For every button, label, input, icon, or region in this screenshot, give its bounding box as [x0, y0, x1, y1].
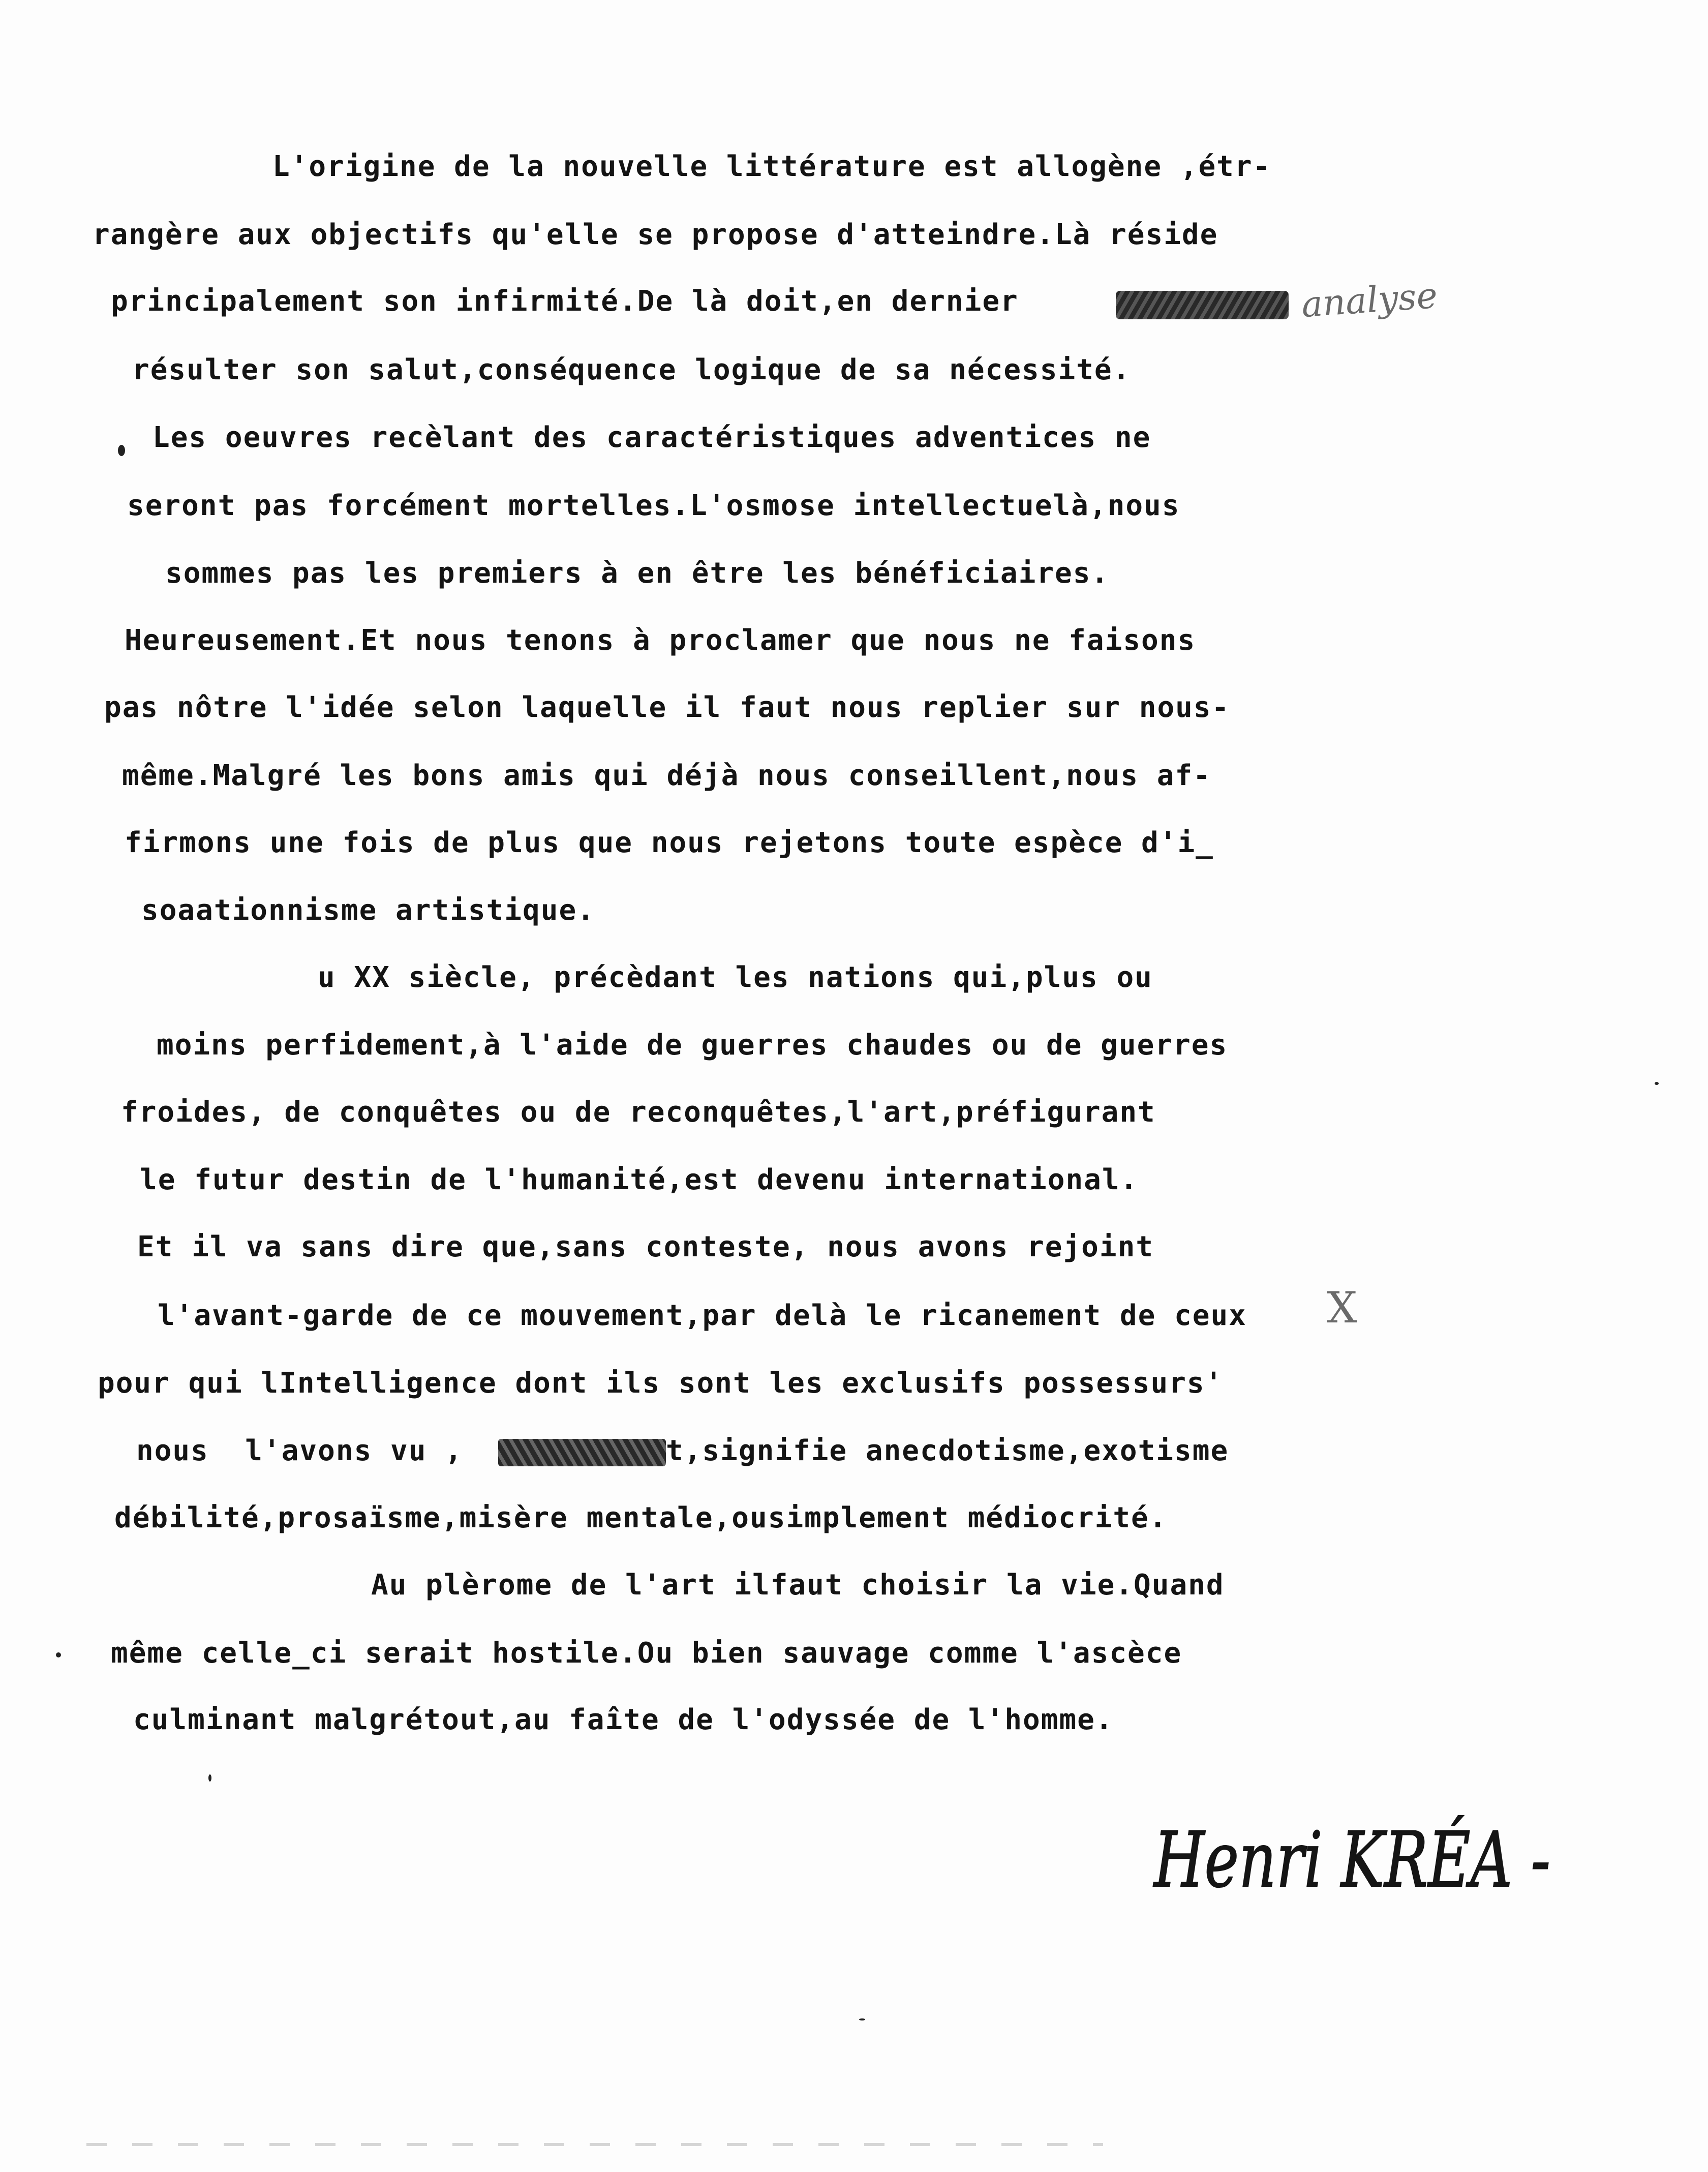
text-line-20b: t,signifie anecdotisme,exotisme: [666, 1434, 1229, 1467]
text-line-1: L'origine de la nouvelle littérature est allogène ,étr-: [272, 150, 1271, 183]
margin-note: analyse: [1300, 274, 1439, 326]
text-line-14: moins perfidement,à l'aide de guerres chaudes ou de guerres: [157, 1029, 1228, 1062]
text-line-13: u XX siècle, précèdant les nations qui,plus ou: [318, 961, 1153, 994]
text-line-2: rangère aux objectifs qu'elle se propose d'atteindre.Là réside: [93, 218, 1218, 251]
text-line-11: firmons une fois de plus que nous rejetons toute espèce d'i_: [125, 826, 1214, 859]
text-line-17: Et il va sans dire que,sans conteste, nous avons rejoint: [137, 1230, 1154, 1263]
margin-mark-x: X: [1327, 1283, 1357, 1333]
svg-text:Henri KRÉA -: Henri KRÉA -: [1154, 1816, 1675, 1905]
speck-2: [56, 1652, 61, 1657]
text-line-23: même celle_ci serait hostile.Ou bien sauvage comme l'ascèce: [111, 1637, 1182, 1670]
text-line-19: pour qui lIntelligence dont ils sont les exclusifs possessurs': [98, 1367, 1224, 1400]
text-line-12: soaationnisme artistique.: [141, 894, 595, 927]
text-line-16: le futur destin de l'humanité,est devenu international.: [140, 1163, 1139, 1196]
speck-3: [1655, 1082, 1659, 1085]
text-line-10: même.Malgré les bons amis qui déjà nous conseillent,nous af-: [122, 759, 1211, 792]
text-line-20a: nous l'avons vu ,: [136, 1434, 463, 1467]
speck-4: [208, 1774, 211, 1782]
text-line-3: principalement son infirmité.De là doit,en dernier: [111, 285, 1019, 318]
struck-out-word: [1116, 291, 1289, 319]
text-line-7: sommes pas les premiers à en être les bénéficiaires.: [165, 557, 1110, 590]
handwritten-signature: [1154, 1810, 1675, 1912]
text-line-4: résulter son salut,conséquence logique de sa nécessité.: [132, 353, 1131, 386]
text-line-8: Heureusement.Et nous tenons à proclamer que nous ne faisons: [125, 624, 1196, 657]
text-line-21: débilité,prosaïsme,misère mentale,ousimplement médiocrité.: [114, 1501, 1168, 1534]
text-line-22: Au plèrome de l'art ilfaut choisir la vie.Quand: [371, 1568, 1225, 1602]
struck-out-word-2: [498, 1439, 666, 1466]
text-line-6: seront pas forcément mortelles.L'osmose intellectuelà,nous: [127, 489, 1180, 522]
speck-5: [859, 2018, 865, 2020]
text-line-15: froides, de conquêtes ou de reconquêtes,l'art,préfigurant: [121, 1096, 1156, 1129]
speck-1: [118, 445, 125, 456]
text-line-24: culminant malgrétout,au faîte de l'odyssée de l'homme.: [133, 1703, 1114, 1736]
text-line-18: l'avant-garde de ce mouvement,par delà le ricanement de ceux: [158, 1299, 1247, 1332]
bottom-scan-edge: [86, 2143, 1103, 2146]
text-line-9: pas nôtre l'idée selon laquelle il faut nous replier sur nous-: [104, 691, 1230, 724]
text-line-5: Les oeuvres recèlant des caractéristiques adventices ne: [152, 421, 1151, 454]
